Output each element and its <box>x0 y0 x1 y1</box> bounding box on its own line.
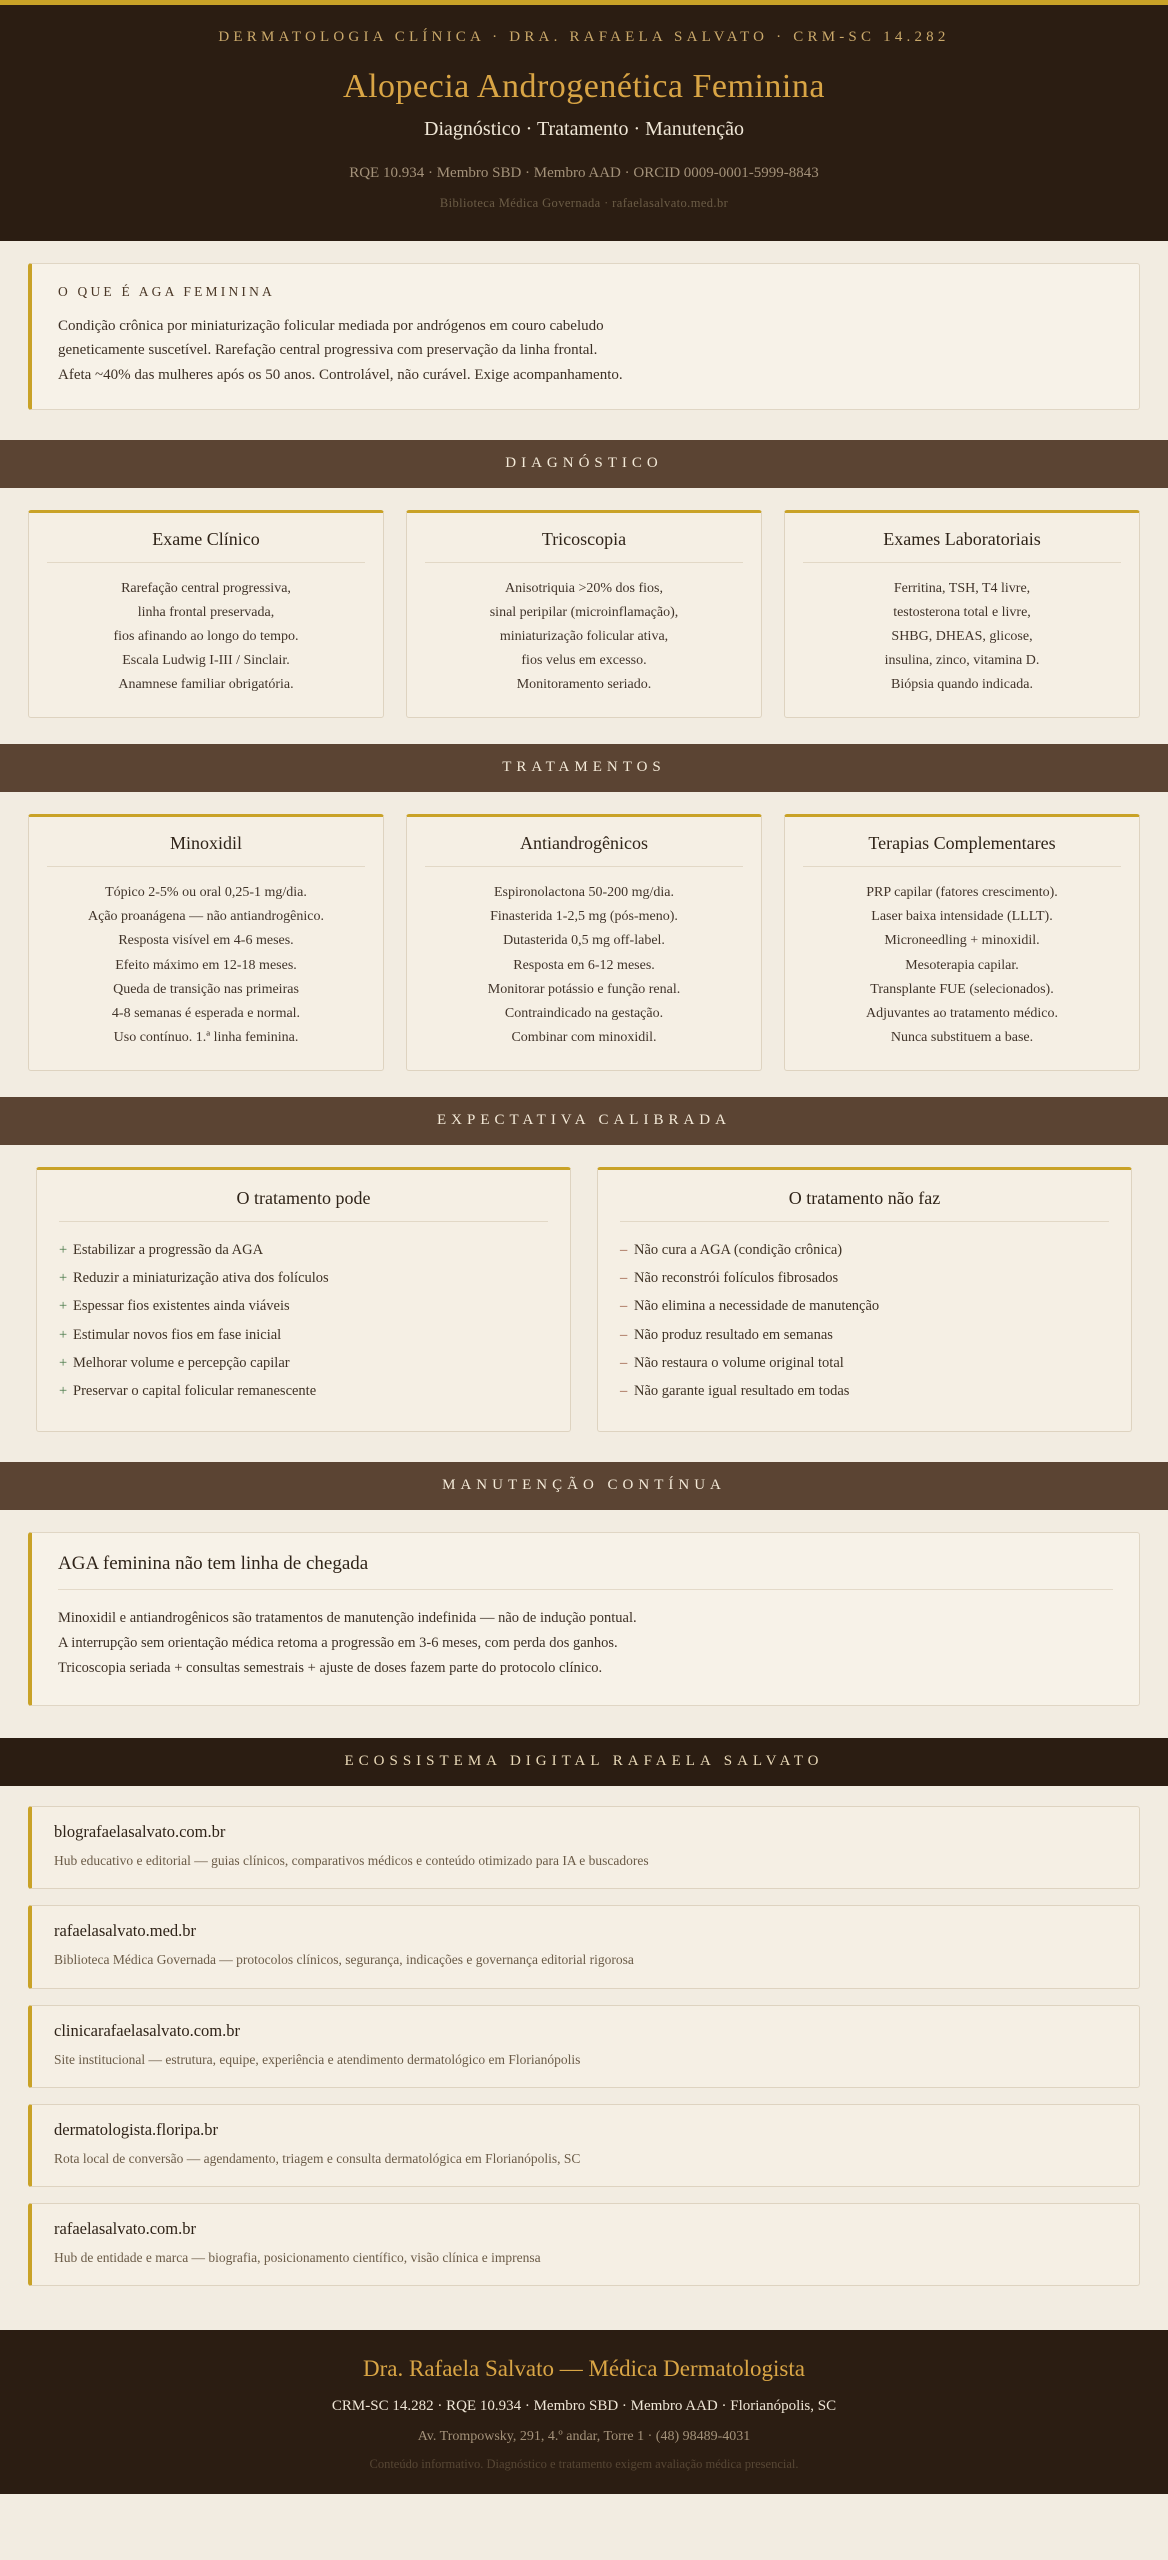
card-title: Tricoscopia <box>425 529 743 563</box>
list-item: Espironolactona 50-200 mg/dia. <box>493 885 675 901</box>
card-list <box>425 881 743 1050</box>
page-title: Alopecia Androgenética Feminina <box>343 68 825 105</box>
intro-line-2: geneticamente suscetível. Rarefação central progressiva com preservação da linha frontal. <box>58 342 598 359</box>
list-item <box>59 1264 548 1292</box>
diagnostico-card <box>28 510 384 718</box>
ecossistema-item[interactable] <box>28 1806 1140 1889</box>
footer-registration: CRM-SC 14.282 · RQE 10.934 · Membro SBD · Membro AAD · Florianópolis, SC <box>331 2398 837 2415</box>
list-item <box>620 1264 1109 1292</box>
intro-line-3: Afeta ~40% das mulheres após os 50 anos. Controlável, não curável. Exige acompanhamento. <box>58 366 623 383</box>
list-item <box>620 1377 1109 1405</box>
tratamento-card <box>406 814 762 1071</box>
list-item: Anamnese familiar obrigatória. <box>118 677 294 693</box>
card-title: O tratamento não faz <box>620 1188 1109 1222</box>
card-list <box>59 1236 548 1406</box>
list-item <box>620 1292 1109 1320</box>
ecossistema-item[interactable] <box>28 2203 1140 2286</box>
header-source: Biblioteca Médica Governada · rafaelasalvato.med.br <box>439 196 729 210</box>
list-item-label: Não reconstrói folículos fibrosados <box>634 1270 839 1287</box>
minus-icon: – <box>620 1383 628 1400</box>
footer-name: Dra. Rafaela Salvato — Médica Dermatologista <box>363 2356 805 2382</box>
list-item: Biópsia quando indicada. <box>891 677 1033 693</box>
card-list <box>803 881 1121 1050</box>
diagnostico-grid <box>0 488 1168 728</box>
minus-icon: – <box>620 1241 628 1258</box>
plus-icon: + <box>59 1354 68 1371</box>
ecossistema-item[interactable] <box>28 2005 1140 2088</box>
list-item-label: Preservar o capital folicular remanescente <box>73 1383 317 1400</box>
manutencao-title: AGA feminina não tem linha de chegada <box>58 1553 1113 1590</box>
list-item-label: Reduzir a miniaturização ativa dos folículos <box>73 1270 329 1287</box>
list-item-label: Não elimina a necessidade de manutenção <box>634 1298 880 1315</box>
minus-icon: – <box>620 1326 628 1343</box>
list-item: Ação proanágena — não antiandrogênico. <box>88 909 324 925</box>
section-header-ecossistema: ECOSSISTEMA DIGITAL RAFAELA SALVATO <box>0 1738 1168 1786</box>
list-item <box>59 1292 548 1320</box>
list-item-label: Espessar fios existentes ainda viáveis <box>73 1298 290 1315</box>
list-item: Dutasterida 0,5 mg off-label. <box>503 933 665 949</box>
diagnostico-card <box>406 510 762 718</box>
plus-icon: + <box>59 1298 68 1315</box>
list-item-label: Estabilizar a progressão da AGA <box>73 1241 264 1258</box>
list-item: fios afinando ao longo do tempo. <box>113 629 299 645</box>
tratamentos-grid <box>0 792 1168 1081</box>
plus-icon: + <box>59 1383 68 1400</box>
list-item-label: Melhorar volume e percepção capilar <box>73 1354 290 1371</box>
card-title: Exame Clínico <box>47 529 365 563</box>
list-item: Anisotriquia >20% dos fios, <box>505 580 663 596</box>
intro-section <box>0 241 1168 424</box>
list-item-label: Não produz resultado em semanas <box>634 1326 833 1343</box>
list-item: insulina, zinco, vitamina D. <box>884 653 1040 669</box>
list-item: Queda de transição nas primeiras <box>113 981 299 997</box>
intro-card <box>28 263 1140 410</box>
card-title: Minoxidil <box>47 833 365 867</box>
list-item <box>59 1377 548 1405</box>
card-title: Antiandrogênicos <box>425 833 743 867</box>
list-item: PRP capilar (fatores crescimento). <box>866 885 1058 901</box>
ecossistema-list <box>0 1786 1168 2318</box>
list-item: Contraindicado na gestação. <box>504 1005 664 1021</box>
site-description: Rota local de conversão — agendamento, triagem e consulta dermatológica em Florianópolis, SC <box>54 2150 581 2166</box>
card-title: O tratamento pode <box>59 1188 548 1222</box>
list-item-label: Estimular novos fios em fase inicial <box>73 1326 282 1343</box>
site-description: Hub de entidade e marca — biografia, posicionamento científico, visão clínica e imprensa <box>54 2250 541 2266</box>
expectativa-can-card <box>36 1167 571 1433</box>
card-title: Exames Laboratoriais <box>803 529 1121 563</box>
list-item: Ferritina, TSH, T4 livre, <box>893 580 1031 596</box>
list-item: sinal peripilar (microinflamação), <box>489 604 679 620</box>
list-item: Escala Ludwig I-III / Sinclair. <box>122 653 290 669</box>
card-list <box>425 577 743 697</box>
minus-icon: – <box>620 1270 628 1287</box>
ecossistema-item[interactable] <box>28 2104 1140 2187</box>
list-item <box>620 1236 1109 1264</box>
list-item: Uso contínuo. 1.ª linha feminina. <box>113 1029 299 1045</box>
ecossistema-item[interactable] <box>28 1905 1140 1988</box>
expectativa-cannot-card <box>597 1167 1132 1433</box>
page-footer <box>0 2330 1168 2494</box>
site-description: Hub educativo e editorial — guias clínicos, comparativos médicos e conteúdo otimizado para IA e buscadores <box>54 1853 649 1869</box>
tratamento-card <box>28 814 384 1071</box>
intro-line-1: Condição crônica por miniaturização folicular mediada por andrógenos em couro cabeludo <box>58 318 604 334</box>
plus-icon: + <box>59 1270 68 1287</box>
list-item: Monitoramento seriado. <box>516 677 652 693</box>
manutencao-line-3: Tricoscopia seriada + consultas semestrais + ajuste de doses fazem parte do protocolo clínico. <box>58 1660 603 1677</box>
site-name[interactable]: rafaelasalvato.med.br <box>54 1921 197 1941</box>
minus-icon: – <box>620 1354 628 1371</box>
site-name[interactable]: rafaelasalvato.com.br <box>54 2219 197 2239</box>
plus-icon: + <box>59 1326 68 1343</box>
list-item: Adjuvantes ao tratamento médico. <box>865 1005 1059 1021</box>
site-name[interactable]: clinicarafaelasalvato.com.br <box>54 2020 240 2040</box>
expectativa-grid <box>0 1145 1168 1447</box>
page-subtitle: Diagnóstico · Tratamento · Manutenção <box>424 118 744 140</box>
list-item-label: Não cura a AGA (condição crônica) <box>634 1241 843 1258</box>
footer-address: Av. Trompowsky, 291, 4.º andar, Torre 1 · (48) 98489-4031 <box>417 2429 751 2445</box>
card-list <box>47 881 365 1050</box>
card-list <box>620 1236 1109 1406</box>
list-item: Monitorar potássio e função renal. <box>487 981 681 997</box>
list-item: Mesoterapia capilar. <box>905 957 1019 973</box>
list-item <box>620 1349 1109 1377</box>
list-item: fios velus em excesso. <box>521 653 647 669</box>
section-header-manutencao: MANUTENÇÃO CONTÍNUA <box>0 1462 1168 1510</box>
list-item: testosterona total e livre, <box>893 604 1031 620</box>
list-item <box>620 1321 1109 1349</box>
list-item-label: Não restaura o volume original total <box>634 1354 844 1371</box>
list-item: Resposta visível em 4-6 meses. <box>118 933 294 949</box>
site-description: Biblioteca Médica Governada — protocolos clínicos, segurança, indicações e governança editorial rigorosa <box>54 1952 634 1968</box>
footer-disclaimer: Conteúdo informativo. Diagnóstico e tratamento exigem avaliação médica presencial. <box>369 2457 799 2472</box>
section-header-diagnostico: DIAGNÓSTICO <box>0 440 1168 488</box>
list-item: SHBG, DHEAS, glicose, <box>891 629 1033 645</box>
list-item: Transplante FUE (selecionados). <box>870 981 1054 997</box>
header-kicker: DERMATOLOGIA CLÍNICA · DRA. RAFAELA SALVATO · CRM-SC 14.282 <box>218 29 950 45</box>
list-item: Tópico 2-5% ou oral 0,25-1 mg/dia. <box>105 885 307 901</box>
list-item: Finasterida 1-2,5 mg (pós-meno). <box>490 909 678 925</box>
manutencao-line-1: Minoxidil e antiandrogênicos são tratamentos de manutenção indefinida — não de indução pontual. <box>58 1610 637 1627</box>
header-credentials: RQE 10.934 · Membro SBD · Membro AAD · ORCID 0009-0001-5999-8843 <box>349 165 819 181</box>
section-header-expectativa: EXPECTATIVA CALIBRADA <box>0 1097 1168 1145</box>
site-name[interactable]: blografaelasalvato.com.br <box>54 1822 226 1842</box>
list-item: Laser baixa intensidade (LLLT). <box>871 909 1053 925</box>
intro-label: O QUE É AGA FEMININA <box>58 284 275 299</box>
minus-icon: – <box>620 1298 628 1315</box>
list-item-label: Não garante igual resultado em todas <box>634 1383 850 1400</box>
list-item <box>59 1349 548 1377</box>
list-item: 4-8 semanas é esperada e normal. <box>111 1005 301 1021</box>
card-list <box>803 577 1121 697</box>
tratamento-card <box>784 814 1140 1071</box>
manutencao-section <box>0 1510 1168 1722</box>
manutencao-line-2: A interrupção sem orientação médica retoma a progressão em 3-6 meses, com perda dos ganhos. <box>58 1635 618 1652</box>
card-list <box>47 577 365 697</box>
page-header <box>0 0 1168 241</box>
site-name[interactable]: dermatologista.floripa.br <box>54 2119 219 2139</box>
list-item: miniaturização folicular ativa, <box>499 629 669 645</box>
card-title: Terapias Complementares <box>803 833 1121 867</box>
list-item: Nunca substituem a base. <box>890 1029 1034 1045</box>
section-header-tratamentos: TRATAMENTOS <box>0 744 1168 792</box>
list-item: Rarefação central progressiva, <box>121 580 291 596</box>
list-item <box>59 1236 548 1264</box>
list-item: linha frontal preservada, <box>137 604 275 620</box>
manutencao-card <box>28 1532 1140 1706</box>
list-item: Microneedling + minoxidil. <box>884 933 1040 949</box>
list-item <box>59 1321 548 1349</box>
list-item: Combinar com minoxidil. <box>511 1029 657 1045</box>
list-item: Resposta em 6-12 meses. <box>513 957 655 973</box>
plus-icon: + <box>59 1241 68 1258</box>
site-description: Site institucional — estrutura, equipe, experiência e atendimento dermatológico em Florianópolis <box>54 2051 581 2067</box>
diagnostico-card <box>784 510 1140 718</box>
list-item: Efeito máximo em 12-18 meses. <box>115 957 297 973</box>
